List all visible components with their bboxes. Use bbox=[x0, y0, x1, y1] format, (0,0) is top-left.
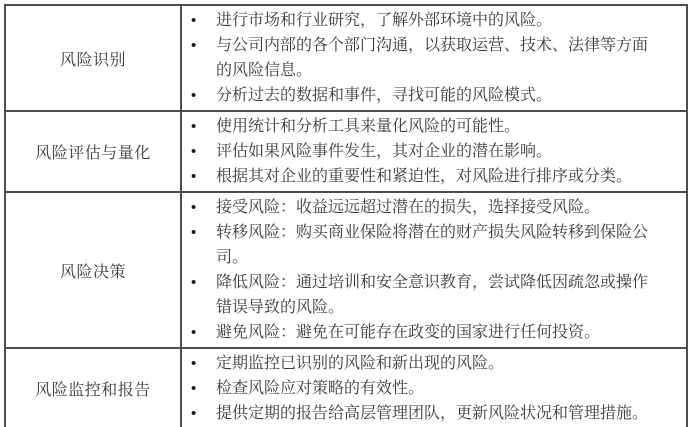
list-item bbox=[182, 114, 682, 139]
row-label: 风险监控和报告 bbox=[6, 349, 182, 427]
list-item-text: 检查风险应对策略的有效性。 bbox=[216, 380, 425, 397]
bullet-icon: • bbox=[191, 405, 197, 422]
risk-management-table bbox=[4, 4, 688, 427]
bullet-icon: • bbox=[191, 12, 197, 29]
list-item bbox=[182, 195, 682, 220]
list-item-text: 提供定期的报告给高层管理团队，更新风险状况和管理措施。 bbox=[216, 405, 649, 422]
list-item-text: 分析过去的数据和事件，寻找可能的风险模式。 bbox=[216, 87, 553, 104]
list-item bbox=[182, 401, 682, 426]
list-item-text: 使用统计和分析工具来量化风险的可能性。 bbox=[216, 118, 521, 135]
list-item bbox=[182, 33, 682, 83]
row-label: 风险决策 bbox=[6, 193, 182, 347]
list-item-text: 避免风险：避免在可能存在政变的国家进行任何投资。 bbox=[216, 324, 601, 341]
list-item bbox=[182, 220, 682, 270]
row-label: 风险识别 bbox=[6, 6, 182, 110]
bullet-list bbox=[182, 195, 682, 345]
list-item-text: 与公司内部的各个部门沟通，以获取运营、技术、法律等方面的风险信息。 bbox=[216, 37, 649, 79]
bullet-icon: • bbox=[191, 355, 197, 372]
table-row-risk-monitoring bbox=[6, 347, 686, 427]
table-row-risk-identification bbox=[6, 6, 686, 110]
list-item-text: 定期监控已识别的风险和新出现的风险。 bbox=[216, 355, 505, 372]
table-row-risk-assessment bbox=[6, 110, 686, 191]
list-item-text: 转移风险：购买商业保险将潜在的财产损失风险转移到保险公司。 bbox=[216, 224, 649, 266]
list-item-text: 评估如果风险事件发生，其对企业的潜在影响。 bbox=[216, 143, 553, 160]
list-item-text: 进行市场和行业研究，了解外部环境中的风险。 bbox=[216, 12, 553, 29]
bullet-icon: • bbox=[191, 324, 197, 341]
list-item bbox=[182, 351, 682, 376]
list-item bbox=[182, 83, 682, 108]
list-item bbox=[182, 376, 682, 401]
bullet-icon: • bbox=[191, 118, 197, 135]
bullet-icon: • bbox=[191, 168, 197, 185]
bullet-icon: • bbox=[191, 224, 197, 241]
bullet-icon: • bbox=[191, 199, 197, 216]
list-item-text: 根据其对企业的重要性和紧迫性，对风险进行排序或分类。 bbox=[216, 168, 633, 185]
bullet-list bbox=[182, 351, 682, 426]
bullet-list bbox=[182, 8, 682, 108]
list-item bbox=[182, 164, 682, 189]
row-content bbox=[182, 112, 686, 191]
list-item-text: 接受风险：收益远远超过潜在的损失，选择接受风险。 bbox=[216, 199, 601, 216]
bullet-icon: • bbox=[191, 380, 197, 397]
bullet-list bbox=[182, 114, 682, 189]
row-content bbox=[182, 193, 686, 347]
list-item bbox=[182, 270, 682, 320]
list-item bbox=[182, 8, 682, 33]
bullet-icon: • bbox=[191, 143, 197, 160]
row-content bbox=[182, 349, 686, 427]
list-item bbox=[182, 320, 682, 345]
list-item bbox=[182, 139, 682, 164]
bullet-icon: • bbox=[191, 274, 197, 291]
row-content bbox=[182, 6, 686, 110]
table-row-risk-decision bbox=[6, 191, 686, 347]
bullet-icon: • bbox=[191, 87, 197, 104]
row-label: 风险评估与量化 bbox=[6, 112, 182, 191]
list-item-text: 降低风险：通过培训和安全意识教育，尝试降低因疏忽或操作错误导致的风险。 bbox=[216, 274, 649, 316]
bullet-icon: • bbox=[191, 37, 197, 54]
